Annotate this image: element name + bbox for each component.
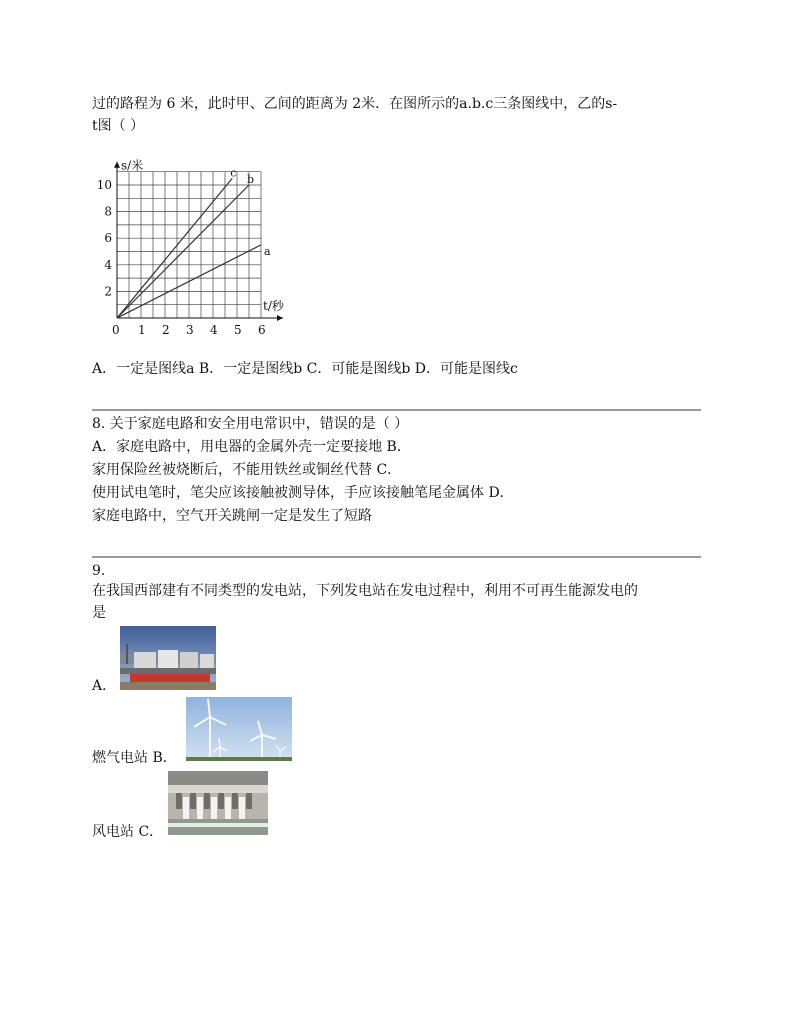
y-tick-label: 6 bbox=[104, 231, 112, 246]
y-axis-label: s/米 bbox=[121, 158, 144, 173]
q9-stem-line2: 是 bbox=[92, 605, 106, 621]
divider bbox=[92, 409, 701, 411]
series-label-c: c bbox=[230, 166, 237, 180]
x-tick-label: 4 bbox=[210, 323, 218, 337]
x-tick-label: 0 bbox=[112, 323, 120, 337]
q7-options: A．一定是图线a B．一定是图线b C．可能是图线b D．可能是图线c bbox=[92, 361, 518, 377]
q9-option-c: 风电站 C． bbox=[92, 824, 164, 840]
x-axis-arrow-icon bbox=[277, 315, 283, 321]
x-tick-label: 3 bbox=[186, 323, 194, 337]
wind-turbines-photo bbox=[186, 697, 292, 761]
y-axis-arrow-icon bbox=[114, 162, 120, 168]
q9-option-b: 燃气电站 B． bbox=[92, 750, 177, 766]
power-station-photo bbox=[120, 626, 216, 690]
x-tick-label: 5 bbox=[234, 323, 242, 337]
hydro-dam-photo bbox=[168, 771, 268, 835]
q9-number: 9. bbox=[92, 563, 106, 579]
q7-stem-line2: t图（ ） bbox=[92, 118, 145, 134]
y-tick-label: 10 bbox=[96, 178, 112, 192]
series-label-b: b bbox=[247, 173, 255, 186]
x-tick-label: 1 bbox=[138, 323, 146, 337]
x-tick-label: 6 bbox=[258, 323, 266, 337]
y-tick-label: 2 bbox=[104, 284, 112, 299]
chart-axes bbox=[114, 162, 283, 321]
x-axis-label: t/秒 bbox=[263, 299, 284, 313]
q7-stem-line1: 过的路程为 6 米，此时甲、乙间的距离为 2米．在图所示的a.b.c三条图线中，乙的s- bbox=[92, 96, 618, 112]
y-tick-label: 8 bbox=[104, 204, 112, 219]
q9-option-a: A． bbox=[92, 678, 117, 694]
series-label-a: a bbox=[264, 244, 271, 258]
q8-line-3: 使用试电笔时，笔尖应该接触被测导体，手应该接触笔尾金属体 D． bbox=[92, 485, 514, 501]
q8-line-4: 家庭电路中，空气开关跳闸一定是发生了短路 bbox=[92, 508, 372, 524]
q8-line-0: 8. 关于家庭电路和安全用电常识中，错误的是（ ） bbox=[92, 416, 409, 432]
divider bbox=[92, 556, 701, 558]
y-tick-label: 4 bbox=[104, 257, 112, 272]
series-line-c bbox=[117, 178, 232, 318]
q8-line-2: 家用保险丝被烧断后，不能用铁丝或铜丝代替 C． bbox=[92, 462, 402, 478]
s-t-graph bbox=[90, 158, 290, 343]
q8-line-1: A．家庭电路中，用电器的金属外壳一定要接地 B． bbox=[92, 439, 411, 455]
x-tick-label: 2 bbox=[162, 323, 170, 337]
q9-stem-line1: 在我国西部建有不同类型的发电站，下列发电站在发电过程中，利用不可再生能源发电的 bbox=[92, 583, 638, 599]
